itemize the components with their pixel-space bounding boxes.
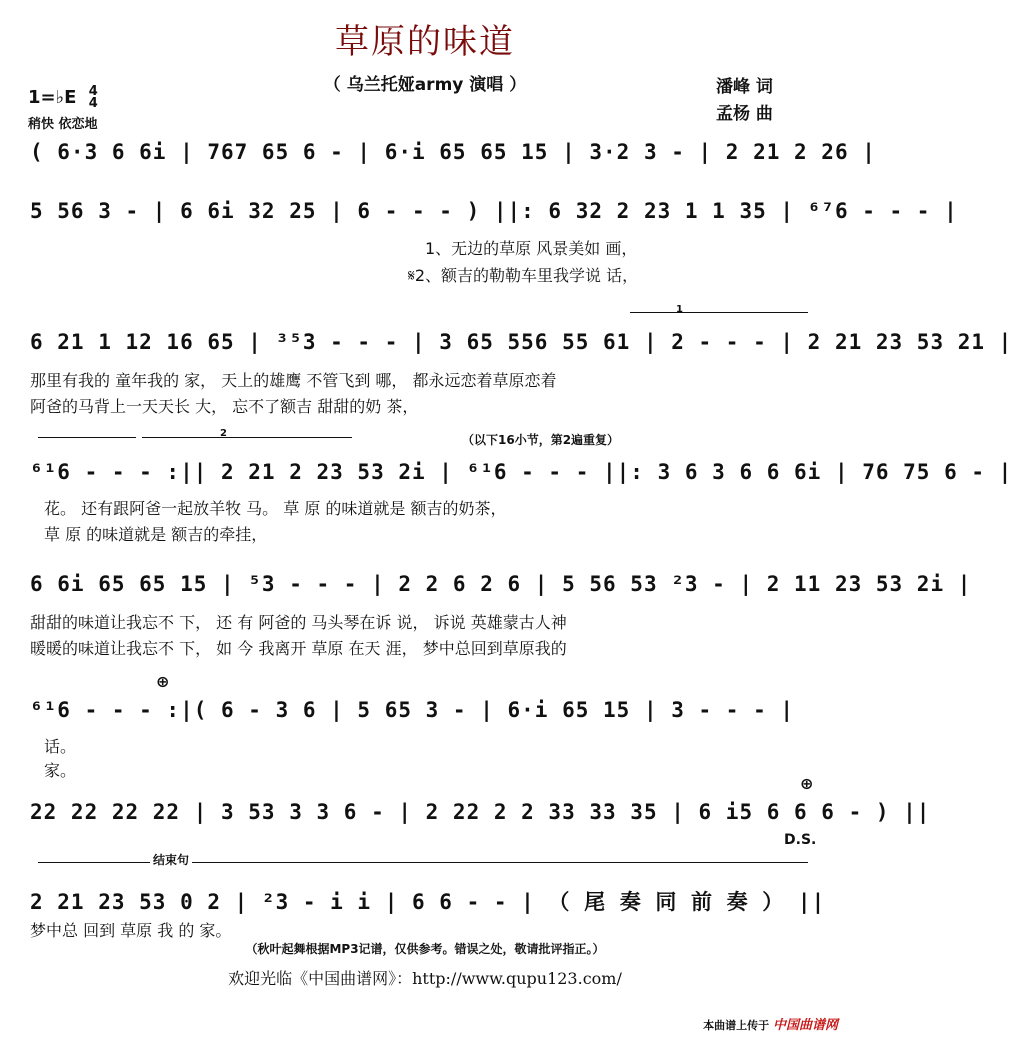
ending-label: 结束句 xyxy=(150,851,192,868)
lyric-line-6-verse-2: 家。 xyxy=(44,761,77,780)
volta-number-1: 1 xyxy=(676,304,683,315)
site-logo[interactable]: 中国曲谱网 xyxy=(772,1018,838,1033)
volta-bracket-1-cont xyxy=(38,437,136,444)
lyric-line-3-verse-1: 那里有我的 童年我的 家， 天上的雄鹰 不管飞到 哪， 都永远恋着草原恋着 xyxy=(30,371,557,390)
lyric-line-6-verse-1: 话。 xyxy=(44,737,77,756)
score-line-6: ⁶¹6 - - - :|( 6 - 3 6 | 5 65 3 - | 6·i 65 15 | 3 - - - | xyxy=(30,698,795,722)
lyric-line-5-verse-1: 甜甜的味道让我忘不 下， 还 有 阿爸的 马头琴在诉 说， 诉说 英雄蒙古人神 xyxy=(30,613,567,632)
score-line-2: 5 56 3 - | 6 6i 32 25 | 6 - - - ) ||: 6 32 2 23 1 1 35 | ⁶⁷6 - - - | xyxy=(30,199,958,223)
lyric-line-4-verse-1: 花。 还有跟阿爸一起放羊牧 马。 草 原 的味道就是 额吉的奶茶， xyxy=(44,499,507,518)
key-label: 1=♭E xyxy=(28,87,77,108)
time-signature xyxy=(89,86,98,110)
volta-bracket-1 xyxy=(630,312,808,319)
coda-icon: ⊕ xyxy=(156,672,170,691)
lyric-line-4-verse-2: 草 原 的味道就是 额吉的牵挂， xyxy=(44,525,268,544)
time-sig-top: 4 xyxy=(88,84,98,99)
lyric-line-2-verse-2: 𝄋2、额吉的勒勒车里我学说 话， xyxy=(408,266,639,285)
score-line-5: 6 6i 65 65 15 | ⁵3 - - - | 2 2 6 2 6 | 5 56 53 ²3 - | 2 11 23 53 2i | xyxy=(30,572,972,596)
singer-credit: （ 乌兰托娅army 演唱 ） xyxy=(323,75,527,95)
page-title: 草原的味道 xyxy=(335,22,515,62)
repeat-note: （以下16小节，第2遍重复） xyxy=(462,433,620,447)
score-line-8: 2 21 23 53 0 2 | ²3 - i i | 6 6 - - | （ 尾 奏 同 前 奏 ） || xyxy=(30,890,826,914)
upload-text: 本曲谱上传于 xyxy=(703,1019,770,1032)
lyric-line-2-verse-1: 1、无边的草原 风景美如 画， xyxy=(425,239,638,258)
site-welcome-link[interactable]: 欢迎光临《中国曲谱网》：http://www.qupu123.com/ xyxy=(228,969,622,988)
lyric-line-8: 梦中总 回到 草原 我 的 家。 xyxy=(30,921,232,940)
time-sig-bottom: 4 xyxy=(88,96,98,111)
coda-icon-end: ⊕ xyxy=(800,774,814,793)
composer-credit: 孟杨 曲 xyxy=(716,104,773,124)
volta-bracket-2 xyxy=(142,437,352,444)
lyricist-credit: 潘峰 词 xyxy=(716,77,773,97)
score-line-7: 22 22 22 22 | 3 53 3 3 6 - | 2 22 2 2 33 33 35 | 6 i5 6 6 6 - ) || xyxy=(30,800,931,824)
volta-number-2: 2 xyxy=(220,428,227,439)
lyric-line-3-verse-2: 阿爸的马背上一天天长 大， 忘不了额吉 甜甜的奶 茶， xyxy=(30,397,419,416)
dal-segno-mark: D.S. xyxy=(784,832,817,848)
lyric-line-5-verse-2: 暖暖的味道让我忘不 下， 如 今 我离开 草原 在天 涯， 梦中总回到草原我的 xyxy=(30,639,567,658)
key-signature xyxy=(28,86,98,110)
score-line-1: ( 6·3 6 6i | 767 65 6 - | 6·i 65 65 15 | 3·2 3 - | 2 21 2 26 | xyxy=(30,140,876,164)
score-line-4: ⁶¹6 - - - :|| 2 21 2 23 53 2i | ⁶¹6 - - - ||: 3 6 3 6 6 6i | 76 75 6 - | xyxy=(30,460,1012,484)
tempo-marking: 稍快 依恋地 xyxy=(28,117,98,132)
upload-credit xyxy=(703,1014,838,1033)
transcription-note: （秋叶起舞根据MP3记谱，仅供参考。错误之处，敬请批评指正。） xyxy=(245,942,605,956)
score-line-3: 6 21 1 12 16 65 | ³⁵3 - - - | 3 65 556 55 61 | 2 - - - | 2 21 23 53 21 | xyxy=(30,330,1012,354)
